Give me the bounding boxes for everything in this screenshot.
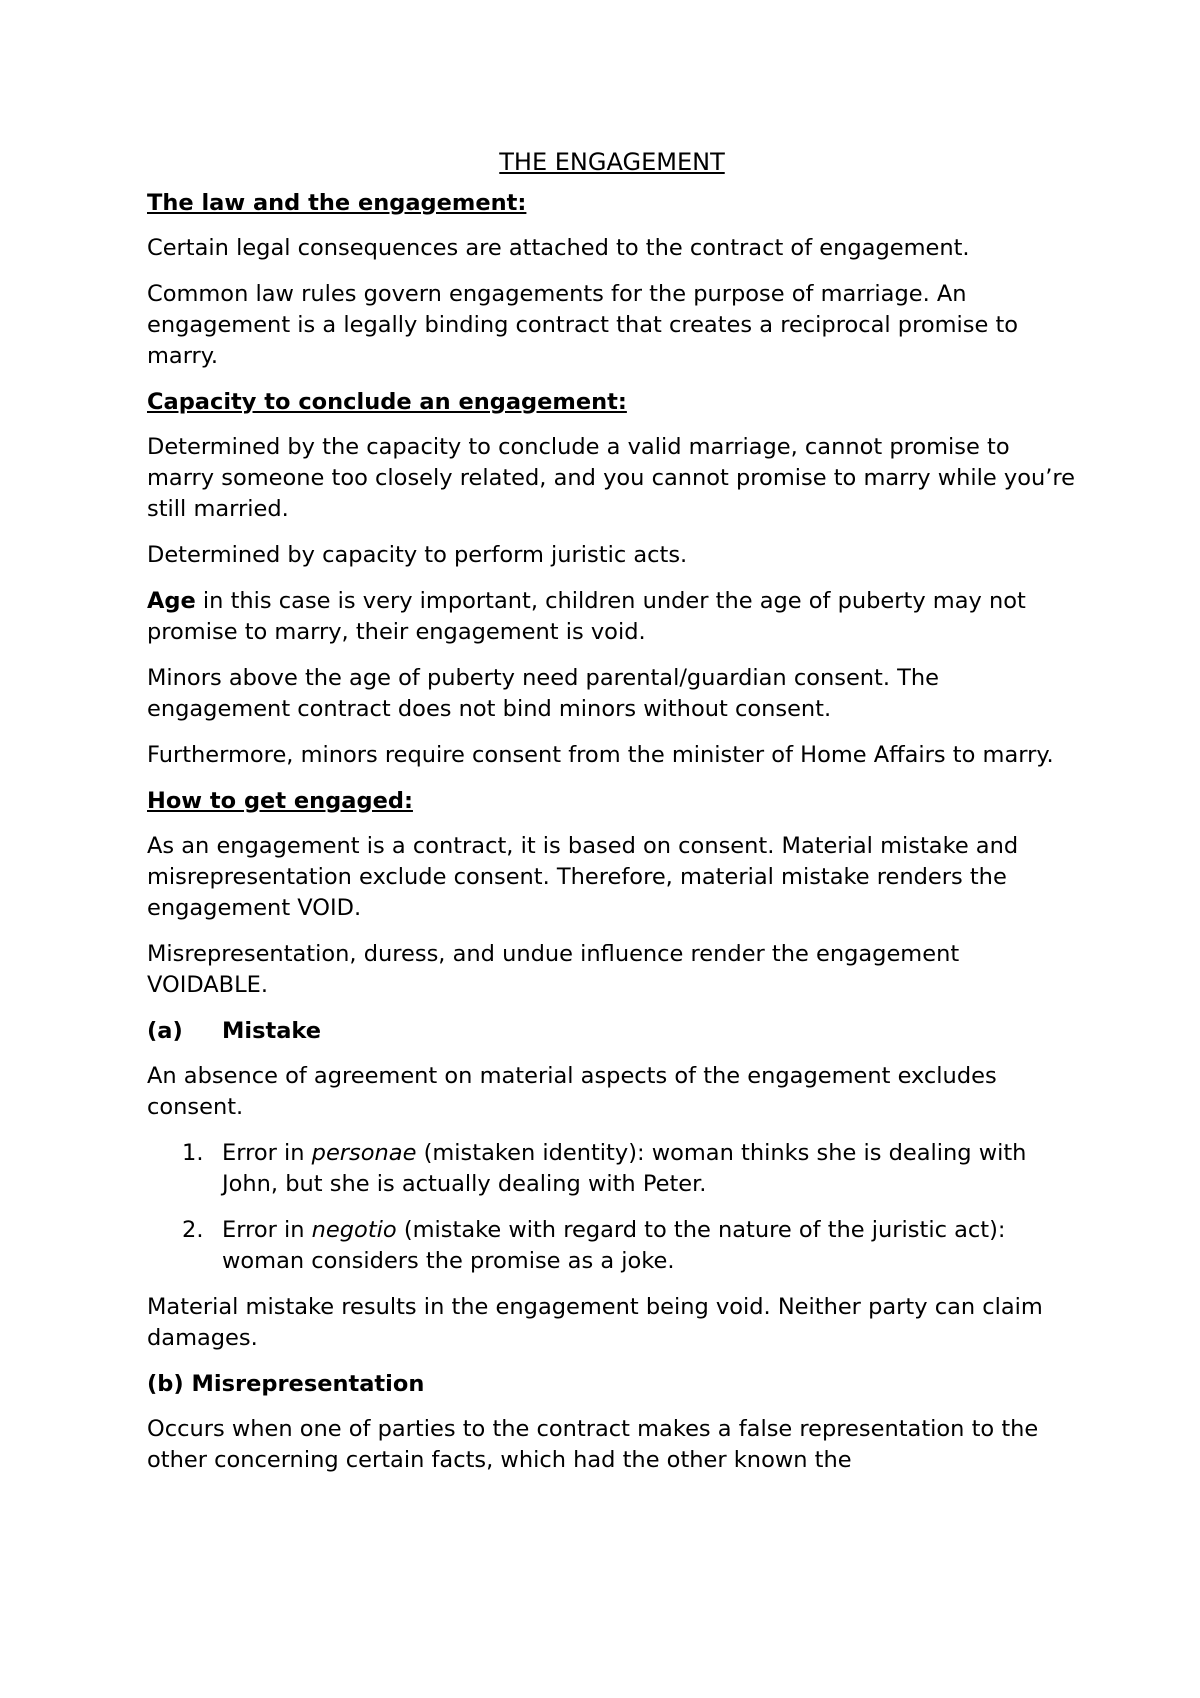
document-title: THE ENGAGEMENT xyxy=(499,148,725,176)
paragraph: Determined by capacity to perform juristic acts. xyxy=(147,542,688,568)
paragraph: Misrepresentation, duress, and undue influence render the engagement VOIDABLE. xyxy=(147,941,960,998)
paragraph: Material mistake results in the engagement being void. Neither party can claim damages. xyxy=(147,1294,1043,1351)
list-item xyxy=(147,1138,1077,1200)
section-heading-how-to: How to get engaged: xyxy=(147,788,413,814)
document-page xyxy=(147,146,1077,1491)
list-text-pre: Error in xyxy=(222,1140,312,1166)
latin-term: negotio xyxy=(311,1217,397,1243)
paragraph: Determined by the capacity to conclude a valid marriage, cannot promise to marry someone too closely related, and you cannot promise to marry while you’re still married. xyxy=(147,434,1075,522)
paragraph: An absence of agreement on material aspects of the engagement excludes consent. xyxy=(147,1063,997,1120)
paragraph-age xyxy=(147,586,1077,648)
paragraph: Minors above the age of puberty need parental/guardian consent. The engagement contract does not bind minors without consent. xyxy=(147,665,940,722)
paragraph: Occurs when one of parties to the contract makes a false representation to the other concerning certain facts, which had the other known the xyxy=(147,1416,1039,1473)
sub-heading-misrepresentation: (b) Misrepresentation xyxy=(147,1371,425,1397)
section-heading-capacity: Capacity to conclude an engagement: xyxy=(147,389,627,415)
latin-term: personae xyxy=(311,1140,417,1166)
section-heading-law: The law and the engagement: xyxy=(147,190,527,216)
sub-heading-label: (a) xyxy=(147,1018,183,1044)
list-number: 2. xyxy=(182,1217,204,1243)
list-text-post: (mistake with regard to the nature of the juristic act): woman considers the promise as a joke. xyxy=(222,1217,1006,1274)
sub-heading-text: Mistake xyxy=(222,1018,322,1044)
paragraph: As an engagement is a contract, it is based on consent. Material mistake and misrepresentation exclude consent. Therefore, material mistake renders the engagement VOID. xyxy=(147,833,1019,921)
numbered-list xyxy=(147,1138,1077,1277)
list-text-pre: Error in xyxy=(222,1217,312,1243)
list-text-post: (mistaken identity): woman thinks she is dealing with John, but she is actually dealing with Peter. xyxy=(222,1140,1027,1197)
list-number: 1. xyxy=(182,1140,204,1166)
age-term: Age xyxy=(147,588,196,614)
paragraph: Furthermore, minors require consent from the minister of Home Affairs to marry. xyxy=(147,742,1054,768)
paragraph: Certain legal consequences are attached to the contract of engagement. xyxy=(147,235,970,261)
sub-heading-mistake xyxy=(147,1016,1077,1046)
list-item xyxy=(147,1215,1077,1277)
age-text: in this case is very important, children under the age of puberty may not promise to marry, their engagement is void. xyxy=(147,588,1026,645)
paragraph: Common law rules govern engagements for the purpose of marriage. An engagement is a legally binding contract that creates a reciprocal promise to marry. xyxy=(147,281,1019,369)
